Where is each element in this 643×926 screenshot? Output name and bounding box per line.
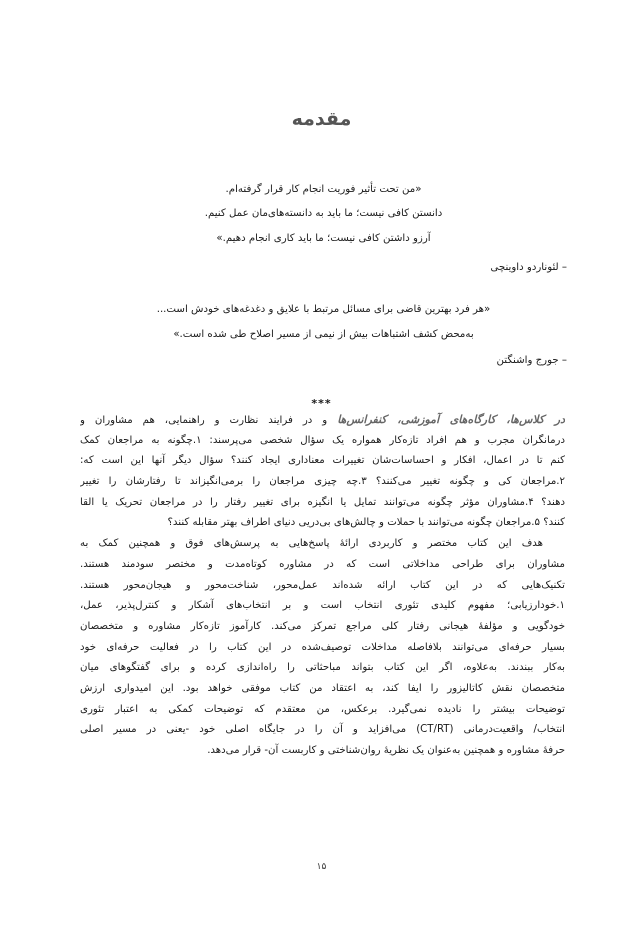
paragraph-line: متخصصان نقش کاتالیزور را ایفا کند، به اعتقاد من کتاب موفقی خواهد بود. این امیدواری ارزش xyxy=(80,682,565,694)
emphasized-phrase: در کلاس‌ها، کارگاه‌های آموزشی، کنفرانس‌ها xyxy=(337,413,565,426)
paragraph-line: ۲.مراجعان کی و چگونه تغییر می‌کنند؟ ۳.چه چیزی مراجعان را برمی‌انگیزاند تا رفتارشان را تغییر xyxy=(80,476,565,488)
paragraph-line: مشاوران برای طراحی مداخلاتی است که در مشاوره کوتاه‌مدت و مختصر سودمند هستند. xyxy=(80,558,565,570)
section-separator: *** xyxy=(311,397,332,410)
paragraph-line: به‌کار ببندند. به‌علاوه، اگر این کتاب بتواند مباحثاتی را راه‌اندازی کرده و برای گفتگوهای میان xyxy=(80,662,565,674)
paragraph-line: درمانگران مجرب و هم افراد تازه‌کار همواره یک سؤال شخصی می‌پرسند: ۱.چگونه به مراجعان کمک xyxy=(80,434,565,446)
paragraph-line: تکنیک‌هایی که در این کتاب ارائه شده‌اند عمل‌محور، شناخت‌محور و هیجان‌محور هستند. xyxy=(80,579,565,591)
quote-line: آرزو داشتن کافی نیست؛ ما باید کاری انجام دهیم.» xyxy=(216,233,431,244)
paragraph-line: ۱.خودارزیابی؛ مفهوم کلیدی تئوری انتخاب است و بر انتخاب‌های آشکار و کنترل‌پذیر، عمل، xyxy=(80,600,565,612)
quote-attribution: – لئوناردو داوینچی xyxy=(490,262,567,273)
body-text xyxy=(80,410,565,762)
paragraph-line: توضیحات بیشتر را نادیده نمی‌گیرد. برعکس، من معتقدم که توضیحات کمکی به اعتبار تئوری xyxy=(80,703,565,715)
quote-line: «هر فرد بهترین قاضی برای مسائل مرتبط با علایق و دغدغه‌های خودش است... xyxy=(156,304,491,315)
quote-line: دانستن کافی نیست؛ ما باید به دانسته‌های‌مان عمل کنیم. xyxy=(204,208,443,219)
paragraph-line: خودگویی و مؤلفهٔ هیجانی رفتار کلی مراجع تمرکز می‌کند. کارآموز تازه‌کار مشاوره و متخصصان xyxy=(80,620,565,632)
paragraph-text: و در فرایند نظارت و راهنمایی، هم مشاوران و xyxy=(80,415,328,426)
paragraph-line: انتخاب/ واقعیت‌درمانی (CT/RT) می‌افزاید و آن را در جایگاه اصلی خود -یعنی در مسیر اصلی xyxy=(80,724,565,736)
paragraph-line: کنند؟ ۵.مراجعان چگونه می‌توانند با حملات و چالش‌های بی‌دریی دنیای اطراف بهتر مقابله کنند؟ xyxy=(167,517,565,529)
paragraph-line: کنم تا در اعمال، افکار و احساسات‌شان تغییرات معناداری ایجاد کنند؟ سؤال دیگر آنها این است که: xyxy=(80,455,565,467)
quote-line: به‌محض کشف اشتباهات بیش از نیمی از مسیر اصلاح طی شده است.» xyxy=(173,329,474,340)
paragraph-line: بسیار حرفه‌ای می‌توانند بلافاصله مداخلات توصیف‌شده در این کتاب را در فعالیت حرفه‌ای خود xyxy=(80,641,565,653)
chapter-title: مقدمه xyxy=(291,108,352,130)
paragraph-line: حرفهٔ مشاوره و همچنین به‌عنوان یک نظریهٔ روان‌شناختی و کاربست آن- قرار می‌دهد. xyxy=(207,745,565,756)
paragraph-line xyxy=(80,410,565,431)
paragraph-line: هدف این کتاب مختصر و کاربردی ارائهٔ پاسخ‌هایی به پرسش‌های فوق و همچنین کمک به xyxy=(80,538,543,550)
paragraph-line: دهند؟ ۴.مشاوران مؤثر چگونه می‌توانند تمایل یا انگیزه برای تغییر رفتار را در مراجعان تحریک یا القا xyxy=(80,496,565,508)
page-number: ۱۵ xyxy=(316,862,327,872)
quote-attribution: – جورج واشنگتن xyxy=(496,355,567,366)
quote-line: «من تحت تأثیر فوریت انجام کار قرار گرفته‌ام. xyxy=(225,184,422,195)
